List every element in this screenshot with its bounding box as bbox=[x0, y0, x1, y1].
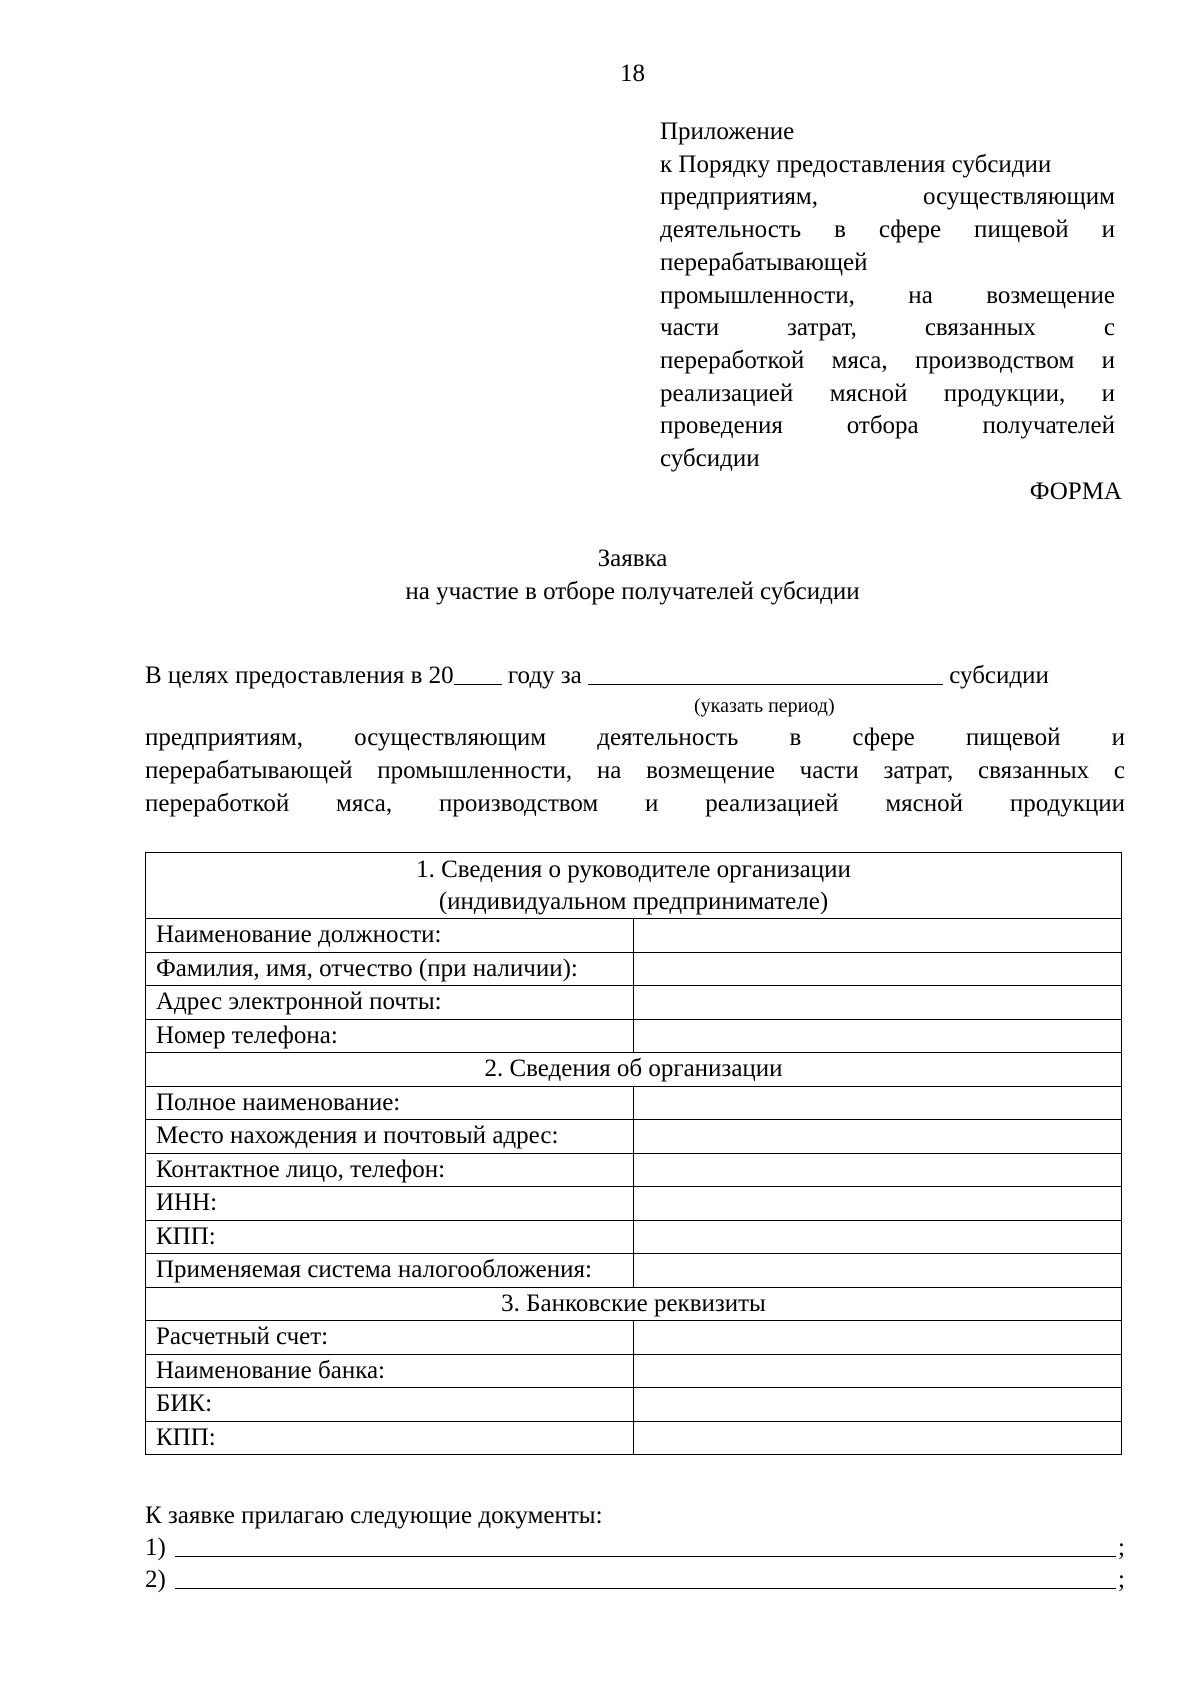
table-row bbox=[146, 952, 1122, 986]
appendix-line: деятельность в сфере пищевой и bbox=[660, 216, 1115, 244]
field-label: Фамилия, имя, отчество (при наличии): bbox=[146, 952, 634, 986]
attachment-end: ; bbox=[1118, 1534, 1125, 1561]
section-2-title: 2. Сведения об организации bbox=[146, 1053, 1122, 1087]
intro-line: переработкой мяса, производством и реализацией мясной продукции bbox=[145, 790, 1125, 817]
appendix-line: реализацией мясной продукции, и bbox=[660, 379, 1115, 407]
attachment-blank-field[interactable] bbox=[175, 1532, 1116, 1557]
appendix-line: промышленности, на возмещение bbox=[660, 281, 1115, 309]
field-label: Место нахождения и почтовый адрес: bbox=[146, 1120, 634, 1154]
table-row bbox=[146, 1388, 1122, 1422]
table-row bbox=[146, 1086, 1122, 1120]
field-value-cell[interactable] bbox=[634, 1120, 1122, 1154]
field-label: КПП: bbox=[146, 1421, 634, 1455]
page-number: 18 bbox=[620, 60, 645, 87]
appendix-block bbox=[660, 116, 1115, 476]
section-header-row bbox=[146, 1053, 1122, 1087]
field-value-cell[interactable] bbox=[634, 1388, 1122, 1422]
appendix-line: проведения отбора получателей bbox=[660, 412, 1115, 440]
table-row bbox=[146, 919, 1122, 953]
intro-text-3: субсидии bbox=[943, 662, 1049, 689]
year-blank-field[interactable] bbox=[454, 660, 502, 685]
appendix-line: перерабатывающей bbox=[660, 248, 868, 276]
field-label: Наименование должности: bbox=[146, 919, 634, 953]
field-value-cell[interactable] bbox=[634, 1321, 1122, 1355]
appendix-line: Приложение bbox=[660, 118, 795, 145]
field-label: Номер телефона: bbox=[146, 1019, 634, 1053]
intro-paragraph bbox=[145, 721, 1125, 820]
field-value-cell[interactable] bbox=[634, 1254, 1122, 1288]
section-1-title bbox=[146, 853, 1122, 919]
title-line-2: на участие в отборе получателей субсидии bbox=[405, 578, 860, 605]
table-row bbox=[146, 1187, 1122, 1221]
table-row bbox=[146, 1254, 1122, 1288]
field-label: БИК: bbox=[146, 1388, 634, 1422]
attachment-end: ; bbox=[1118, 1566, 1125, 1593]
field-label: ИНН: bbox=[146, 1187, 634, 1221]
table-row bbox=[146, 1120, 1122, 1154]
intro-line: предприятиям, осуществляющим деятельность в сфере пищевой и bbox=[145, 724, 1125, 751]
appendix-line: части затрат, связанных с bbox=[660, 314, 1115, 342]
attachment-blank-field[interactable] bbox=[175, 1564, 1116, 1589]
appendix-line: к Порядку предоставления субсидии bbox=[660, 150, 1052, 178]
table-row bbox=[146, 1153, 1122, 1187]
appendix-line: предприятиям, осуществляющим bbox=[660, 183, 1115, 211]
appendix-line: переработкой мяса, производством и bbox=[660, 346, 1115, 374]
attachment-number: 2) bbox=[145, 1566, 166, 1593]
period-hint: (указать период) bbox=[694, 695, 835, 717]
attachment-item bbox=[145, 1564, 1125, 1596]
field-label: Адрес электронной почты: bbox=[146, 986, 634, 1020]
section-1-title-line-1: 1. Сведения о руководителе организации bbox=[416, 855, 851, 883]
intro-line: перерабатывающей промышленности, на возмещение части затрат, связанных с bbox=[145, 757, 1125, 784]
title-line-1: Заявка bbox=[597, 545, 668, 572]
field-value-cell[interactable] bbox=[634, 1421, 1122, 1455]
field-value-cell[interactable] bbox=[634, 1220, 1122, 1254]
table-row bbox=[146, 1019, 1122, 1053]
field-value-cell[interactable] bbox=[634, 986, 1122, 1020]
field-value-cell[interactable] bbox=[634, 952, 1122, 986]
period-blank-field[interactable] bbox=[588, 660, 943, 685]
section-3-title: 3. Банковские реквизиты bbox=[146, 1287, 1122, 1321]
application-table bbox=[145, 852, 1122, 1455]
section-1-title-line-2: (индивидуальном предпринимателе) bbox=[438, 887, 829, 915]
table-row bbox=[146, 1220, 1122, 1254]
field-value-cell[interactable] bbox=[634, 1187, 1122, 1221]
field-value-cell[interactable] bbox=[634, 1019, 1122, 1053]
table-row bbox=[146, 1321, 1122, 1355]
intro-text-2: году за bbox=[501, 662, 589, 689]
table-row bbox=[146, 1354, 1122, 1388]
section-header-row bbox=[146, 1287, 1122, 1321]
field-value-cell[interactable] bbox=[634, 1354, 1122, 1388]
attachment-item bbox=[145, 1532, 1125, 1564]
table-row bbox=[146, 986, 1122, 1020]
attachment-number: 1) bbox=[145, 1534, 166, 1561]
attachments-label: К заявке прилагаю следующие документы: bbox=[145, 1502, 603, 1529]
field-value-cell[interactable] bbox=[634, 919, 1122, 953]
form-label: ФОРМА bbox=[1029, 478, 1122, 505]
field-label: Применяемая система налогообложения: bbox=[146, 1254, 634, 1288]
document-title bbox=[0, 542, 1200, 608]
field-value-cell[interactable] bbox=[634, 1153, 1122, 1187]
appendix-line: субсидии bbox=[660, 445, 760, 473]
intro-text-1: В целях предоставления в 20 bbox=[145, 662, 454, 689]
field-value-cell[interactable] bbox=[634, 1086, 1122, 1120]
field-label: КПП: bbox=[146, 1220, 634, 1254]
field-label: Полное наименование: bbox=[146, 1086, 634, 1120]
table-row bbox=[146, 1421, 1122, 1455]
field-label: Расчетный счет: bbox=[146, 1321, 634, 1355]
intro-first-line bbox=[145, 660, 1120, 692]
field-label: Контактное лицо, телефон: bbox=[146, 1153, 634, 1187]
field-label: Наименование банка: bbox=[146, 1354, 634, 1388]
section-header-row bbox=[146, 853, 1122, 919]
